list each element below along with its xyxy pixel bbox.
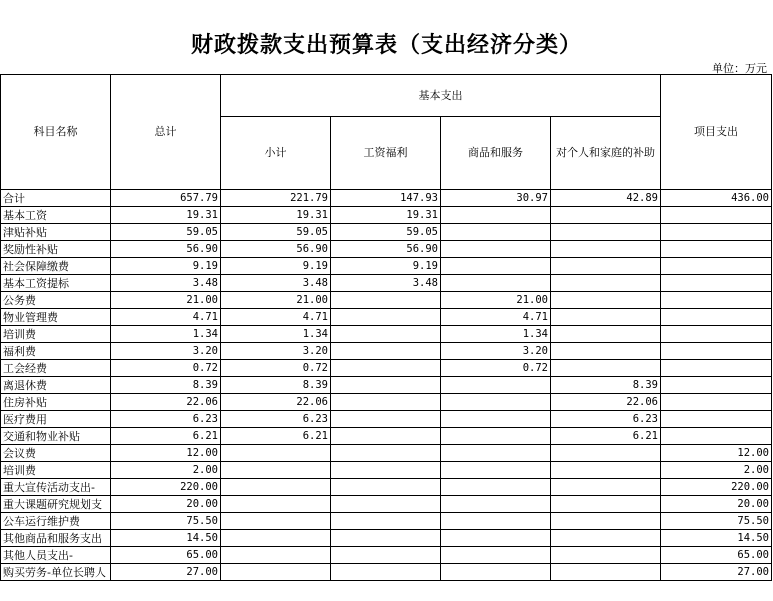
amount-cell [331,513,441,530]
amount-cell: 14.50 [111,530,221,547]
amount-cell: 65.00 [661,547,772,564]
subject-name-cell: 交通和物业补贴 [1,428,111,445]
amount-cell: 8.39 [221,377,331,394]
amount-cell [441,207,551,224]
table-row [1,445,772,462]
subject-name-cell: 公车运行维护费 [1,513,111,530]
subject-name-cell: 基本工资 [1,207,111,224]
amount-cell [661,241,772,258]
subject-name-cell: 社会保障缴费 [1,258,111,275]
table-row [1,207,772,224]
header-basic-expenditure: 基本支出 [221,75,661,117]
amount-cell [331,360,441,377]
table-row [1,190,772,207]
amount-cell: 8.39 [111,377,221,394]
amount-cell [331,547,441,564]
unit-label: 单位：万元 [712,62,767,75]
amount-cell [221,513,331,530]
subject-name-cell: 离退休费 [1,377,111,394]
amount-cell [331,445,441,462]
amount-cell: 20.00 [661,496,772,513]
table-row [1,479,772,496]
amount-cell [661,292,772,309]
amount-cell [551,258,661,275]
amount-cell [661,343,772,360]
amount-cell: 4.71 [221,309,331,326]
amount-cell [661,394,772,411]
subject-name-cell: 培训费 [1,462,111,479]
amount-cell: 6.23 [111,411,221,428]
amount-cell: 56.90 [221,241,331,258]
table-row [1,360,772,377]
amount-cell [551,445,661,462]
header-wages-welfare: 工资福利 [331,117,441,190]
amount-cell: 4.71 [111,309,221,326]
amount-cell [441,496,551,513]
amount-cell [331,343,441,360]
subject-name-cell: 公务费 [1,292,111,309]
header-individual-subsidy: 对个人和家庭的补助 [551,117,661,190]
header-subtotal: 小计 [221,117,331,190]
budget-table [0,74,772,581]
amount-cell [331,496,441,513]
amount-cell: 21.00 [221,292,331,309]
amount-cell [661,224,772,241]
subject-name-cell: 其他人员支出- [1,547,111,564]
amount-cell: 21.00 [111,292,221,309]
table-row [1,530,772,547]
amount-cell [551,360,661,377]
amount-cell [221,462,331,479]
amount-cell: 3.48 [111,275,221,292]
subject-name-cell: 住房补贴 [1,394,111,411]
table-row [1,547,772,564]
table-row [1,224,772,241]
amount-cell [221,496,331,513]
amount-cell: 147.93 [331,190,441,207]
subject-name-cell: 购买劳务-单位长聘人 [1,564,111,581]
amount-cell [661,360,772,377]
amount-cell [221,564,331,581]
amount-cell [441,479,551,496]
amount-cell: 6.23 [221,411,331,428]
amount-cell [221,479,331,496]
amount-cell: 59.05 [331,224,441,241]
amount-cell: 3.20 [111,343,221,360]
amount-cell: 22.06 [221,394,331,411]
subject-name-cell: 奖励性补贴 [1,241,111,258]
table-row [1,411,772,428]
amount-cell: 19.31 [111,207,221,224]
amount-cell: 75.50 [661,513,772,530]
amount-cell [441,462,551,479]
amount-cell [551,462,661,479]
amount-cell [661,377,772,394]
amount-cell [441,241,551,258]
subject-name-cell: 物业管理费 [1,309,111,326]
amount-cell: 30.97 [441,190,551,207]
amount-cell: 1.34 [441,326,551,343]
amount-cell: 59.05 [111,224,221,241]
table-row [1,326,772,343]
table-row [1,275,772,292]
amount-cell: 65.00 [111,547,221,564]
amount-cell [331,564,441,581]
subject-name-cell: 福利费 [1,343,111,360]
table-row [1,496,772,513]
amount-cell [661,309,772,326]
amount-cell: 6.21 [551,428,661,445]
amount-cell [551,309,661,326]
amount-cell: 6.21 [111,428,221,445]
table-row [1,564,772,581]
subject-name-cell: 重大宣传活动支出- [1,479,111,496]
amount-cell [551,343,661,360]
amount-cell: 3.20 [441,343,551,360]
amount-cell [441,445,551,462]
amount-cell [551,326,661,343]
amount-cell: 220.00 [661,479,772,496]
amount-cell [221,547,331,564]
amount-cell [551,564,661,581]
amount-cell [551,241,661,258]
amount-cell [441,411,551,428]
amount-cell: 27.00 [111,564,221,581]
amount-cell: 221.79 [221,190,331,207]
table-row [1,394,772,411]
amount-cell: 22.06 [551,394,661,411]
table-row [1,343,772,360]
amount-cell [441,564,551,581]
subject-name-cell: 医疗费用 [1,411,111,428]
amount-cell [551,224,661,241]
amount-cell [331,530,441,547]
amount-cell [551,496,661,513]
amount-cell [661,411,772,428]
subject-name-cell: 津贴补贴 [1,224,111,241]
amount-cell [551,292,661,309]
amount-cell: 6.23 [551,411,661,428]
amount-cell [441,258,551,275]
amount-cell: 436.00 [661,190,772,207]
amount-cell: 6.21 [221,428,331,445]
amount-cell: 12.00 [661,445,772,462]
subject-name-cell: 其他商品和服务支出 [1,530,111,547]
amount-cell [331,326,441,343]
amount-cell [441,224,551,241]
amount-cell: 14.50 [661,530,772,547]
amount-cell: 1.34 [221,326,331,343]
amount-cell [661,428,772,445]
amount-cell: 3.48 [221,275,331,292]
amount-cell [331,292,441,309]
amount-cell: 19.31 [331,207,441,224]
table-row [1,377,772,394]
amount-cell: 0.72 [221,360,331,377]
subject-name-cell: 基本工资提标 [1,275,111,292]
amount-cell: 0.72 [441,360,551,377]
amount-cell: 2.00 [111,462,221,479]
amount-cell [441,275,551,292]
amount-cell [551,530,661,547]
amount-cell: 3.20 [221,343,331,360]
amount-cell: 20.00 [111,496,221,513]
amount-cell [661,326,772,343]
amount-cell: 12.00 [111,445,221,462]
amount-cell: 1.34 [111,326,221,343]
header-subject-name: 科目名称 [1,75,111,190]
table-row [1,462,772,479]
table-row [1,292,772,309]
amount-cell [331,309,441,326]
amount-cell [331,411,441,428]
amount-cell [331,462,441,479]
amount-cell: 42.89 [551,190,661,207]
header-project-expenditure: 项目支出 [661,75,772,190]
amount-cell [661,275,772,292]
table-row [1,513,772,530]
amount-cell [441,428,551,445]
amount-cell: 56.90 [111,241,221,258]
amount-cell: 9.19 [111,258,221,275]
amount-cell: 21.00 [441,292,551,309]
amount-cell [661,258,772,275]
amount-cell [331,394,441,411]
subject-name-cell: 合计 [1,190,111,207]
subject-name-cell: 重大课题研究规划支 [1,496,111,513]
amount-cell: 19.31 [221,207,331,224]
amount-cell: 22.06 [111,394,221,411]
amount-cell [661,207,772,224]
amount-cell [441,530,551,547]
amount-cell [551,513,661,530]
amount-cell [331,428,441,445]
amount-cell: 0.72 [111,360,221,377]
amount-cell [551,547,661,564]
amount-cell [551,275,661,292]
amount-cell [441,547,551,564]
amount-cell: 27.00 [661,564,772,581]
amount-cell: 4.71 [441,309,551,326]
amount-cell [221,530,331,547]
subject-name-cell: 工会经费 [1,360,111,377]
amount-cell [221,445,331,462]
table-row [1,258,772,275]
amount-cell: 8.39 [551,377,661,394]
amount-cell [331,479,441,496]
subject-name-cell: 培训费 [1,326,111,343]
amount-cell [441,513,551,530]
subject-name-cell: 会议费 [1,445,111,462]
amount-cell: 56.90 [331,241,441,258]
amount-cell: 75.50 [111,513,221,530]
amount-cell [441,377,551,394]
amount-cell [551,207,661,224]
amount-cell: 9.19 [331,258,441,275]
table-row [1,309,772,326]
amount-cell [551,479,661,496]
amount-cell: 657.79 [111,190,221,207]
amount-cell: 59.05 [221,224,331,241]
table-row [1,428,772,445]
amount-cell [331,377,441,394]
amount-cell: 9.19 [221,258,331,275]
amount-cell: 3.48 [331,275,441,292]
table-row [1,241,772,258]
amount-cell: 220.00 [111,479,221,496]
header-total: 总计 [111,75,221,190]
amount-cell [441,394,551,411]
page-title: 财政拨款支出预算表（支出经济分类） [190,32,582,58]
header-goods-services: 商品和服务 [441,117,551,190]
amount-cell: 2.00 [661,462,772,479]
